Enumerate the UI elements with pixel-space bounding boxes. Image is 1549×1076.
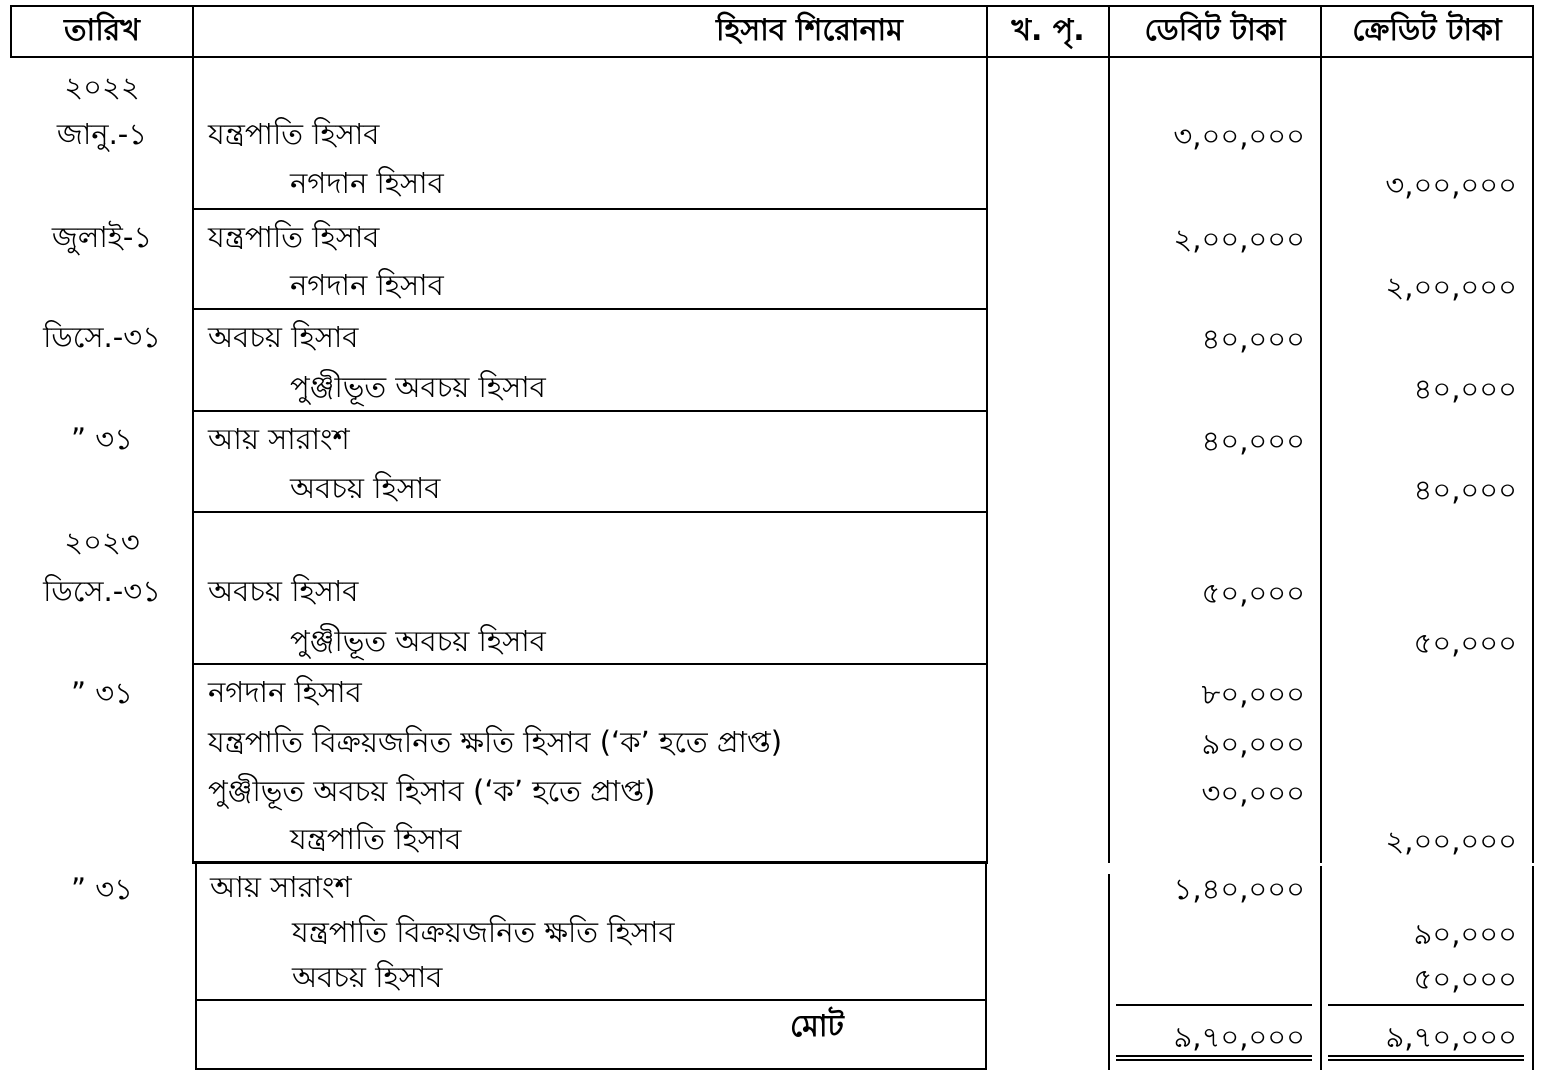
- credit-total-double-rule: [1328, 1055, 1524, 1061]
- header-ledger: খ. পৃ.: [1011, 13, 1085, 48]
- credit-account: পুঞ্জীভূত অবচয় হিসাব: [290, 624, 546, 658]
- table-bottom-border: [195, 1068, 987, 1070]
- account-column-divider-lower: [985, 864, 987, 1070]
- header-debit: ডেবিট টাকা: [1144, 13, 1286, 48]
- debit-account: যন্ত্রপাতি হিসাব: [208, 117, 380, 151]
- debit-account: আয় সারাংশ: [208, 422, 350, 456]
- debit-amount: ৩,০০,০০০: [1173, 119, 1305, 153]
- entry-date: জুলাই-১: [51, 220, 153, 254]
- total-debit: ৯,৭০,০০০: [1173, 1020, 1305, 1054]
- credit-amount: ৫০,০০০: [1413, 626, 1517, 660]
- entry-date: ২০২৩: [64, 525, 140, 559]
- debit-amount: ৯০,০০০: [1201, 727, 1305, 761]
- entry-separator: [195, 999, 987, 1001]
- entry-date: ডিসে.-৩১: [43, 574, 161, 608]
- date-column-divider-lower: [195, 864, 197, 1070]
- entry-date: ” ৩১: [71, 422, 133, 456]
- entry-separator: [192, 410, 988, 412]
- debit-account: অবচয় হিসাব: [208, 320, 359, 354]
- entry-date: জানু.-১: [56, 117, 148, 151]
- entry-separator: [192, 663, 988, 665]
- total-credit: ৯,৭০,০০০: [1385, 1020, 1517, 1054]
- debit-amount: ৫০,০০০: [1201, 576, 1305, 610]
- debit-amount: ৩০,০০০: [1201, 776, 1305, 810]
- right-border-upper: [1532, 5, 1534, 863]
- header-credit: ক্রেডিট টাকা: [1352, 13, 1502, 48]
- header-bottom-border: [10, 56, 1534, 58]
- credit-account: অবচয় হিসাব: [292, 960, 443, 994]
- entry-separator: [192, 511, 988, 513]
- entry-separator: [192, 208, 988, 210]
- credit-account: নগদান হিসাব: [290, 166, 444, 200]
- debit-sum-rule: [1116, 1004, 1312, 1006]
- header-date: তারিখ: [64, 13, 140, 48]
- entry-date: ” ৩১: [71, 872, 133, 906]
- entry-date: ডিসে.-৩১: [43, 320, 161, 354]
- entry-separator: [192, 861, 988, 864]
- debit-account: অবচয় হিসাব: [208, 574, 359, 608]
- debit-total-double-rule: [1116, 1055, 1312, 1061]
- entry-date: ২০২২: [64, 70, 140, 104]
- credit-account: যন্ত্রপাতি বিক্রয়জনিত ক্ষতি হিসাব: [292, 915, 675, 949]
- debit-amount: ২,০০,০০০: [1173, 222, 1305, 256]
- debit-account: পুঞ্জীভূত অবচয় হিসাব (‘ক’ হতে প্রাপ্ত): [208, 774, 656, 808]
- debit-amount: ৪০,০০০: [1201, 322, 1305, 356]
- debit-amount: ৮০,০০০: [1201, 677, 1305, 711]
- table-top-border: [10, 5, 1534, 7]
- debit-account: যন্ত্রপাতি বিক্রয়জনিত ক্ষতি হিসাব (‘ক’ হতে প্রাপ্ত): [208, 725, 783, 759]
- credit-amount: ৫০,০০০: [1413, 962, 1517, 996]
- debit-column-divider-upper: [1320, 5, 1322, 863]
- credit-account: যন্ত্রপাতি হিসাব: [290, 822, 462, 856]
- credit-sum-rule: [1328, 1004, 1524, 1006]
- credit-amount: ২,০০,০০০: [1385, 824, 1517, 858]
- debit-account: যন্ত্রপাতি হিসাব: [208, 220, 380, 254]
- right-border-lower: [1532, 866, 1534, 1070]
- debit-amount: ১,৪০,০০০: [1173, 872, 1305, 906]
- credit-account: নগদান হিসাব: [290, 268, 444, 302]
- entry-separator: [192, 308, 988, 310]
- account-column-divider-upper: [986, 5, 988, 863]
- credit-amount: ২,০০,০০০: [1385, 270, 1517, 304]
- credit-amount: ৩,০০,০০০: [1385, 168, 1517, 202]
- date-column-divider-upper: [192, 5, 194, 863]
- total-label: মোট: [790, 1009, 844, 1044]
- credit-amount: ৪০,০০০: [1413, 473, 1517, 507]
- debit-account: আয় সারাংশ: [210, 870, 352, 904]
- credit-account: পুঞ্জীভূত অবচয় হিসাব: [290, 370, 546, 404]
- credit-amount: ৯০,০০০: [1413, 917, 1517, 951]
- debit-account: নগদান হিসাব: [208, 675, 362, 709]
- entry-date: ” ৩১: [71, 676, 133, 710]
- header-account: হিসাব শিরোনাম: [716, 13, 903, 48]
- credit-account: অবচয় হিসাব: [290, 471, 441, 505]
- debit-amount: ৪০,০০০: [1201, 424, 1305, 458]
- credit-amount: ৪০,০০০: [1413, 372, 1517, 406]
